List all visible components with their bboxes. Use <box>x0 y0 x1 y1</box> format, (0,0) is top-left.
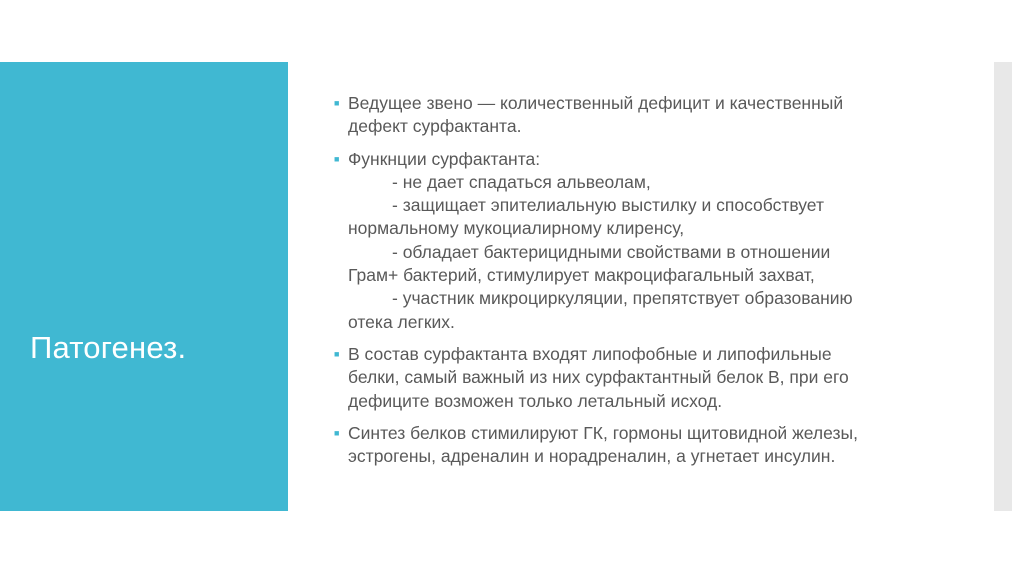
square-bullet-icon: ■ <box>334 427 340 438</box>
bullet-sub-line: - защищает эпителиальную выстилку и способствует <box>392 195 824 216</box>
slide-content <box>334 92 954 477</box>
bullet-line: нормальному мукоциалирному клиренсу, <box>348 218 685 239</box>
bullet-line: Функнции сурфактанта: <box>348 148 541 169</box>
scroll-strip <box>994 62 1012 511</box>
square-bullet-icon: ■ <box>334 98 340 108</box>
bullet-line: отека легких. <box>348 311 455 332</box>
bullet-line: дефиците возможен только летальный исход. <box>348 390 723 411</box>
bullet-sub-line: - обладает бактерицидными свойствами в отношении <box>392 241 831 262</box>
bullet-line: белки, самый важный из них сурфактантный белок В, при его <box>348 367 849 388</box>
bullet-sub-line: - участник микроциркуляции, препятствует образованию <box>392 288 853 309</box>
bullet-item <box>334 148 954 334</box>
bullet-line: эстрогены, адреналин и норадреналин, а угнетает инсулин. <box>348 446 836 467</box>
bullet-sub-line: - не дает спадаться альвеолам, <box>392 171 651 192</box>
bullet-line: В состав сурфактанта входят липофобные и липофильные <box>348 343 832 364</box>
bullet-item <box>334 92 954 139</box>
bullet-line: дефект сурфактанта. <box>348 116 522 137</box>
square-bullet-icon: ■ <box>334 348 340 359</box>
slide-title: Патогенез. <box>30 330 187 365</box>
square-bullet-icon: ■ <box>334 153 340 164</box>
bullet-item <box>334 343 954 413</box>
bullet-line: Синтез белков стимилируют ГК, гормоны щитовидной железы, <box>348 422 858 443</box>
bullet-line: Ведущее звено — количественный дефицит и качественный <box>348 93 844 113</box>
title-panel <box>0 62 288 511</box>
bullet-item <box>334 422 954 469</box>
bullet-line: Грам+ бактерий, стимулирует макроцифагальный захват, <box>348 265 815 286</box>
